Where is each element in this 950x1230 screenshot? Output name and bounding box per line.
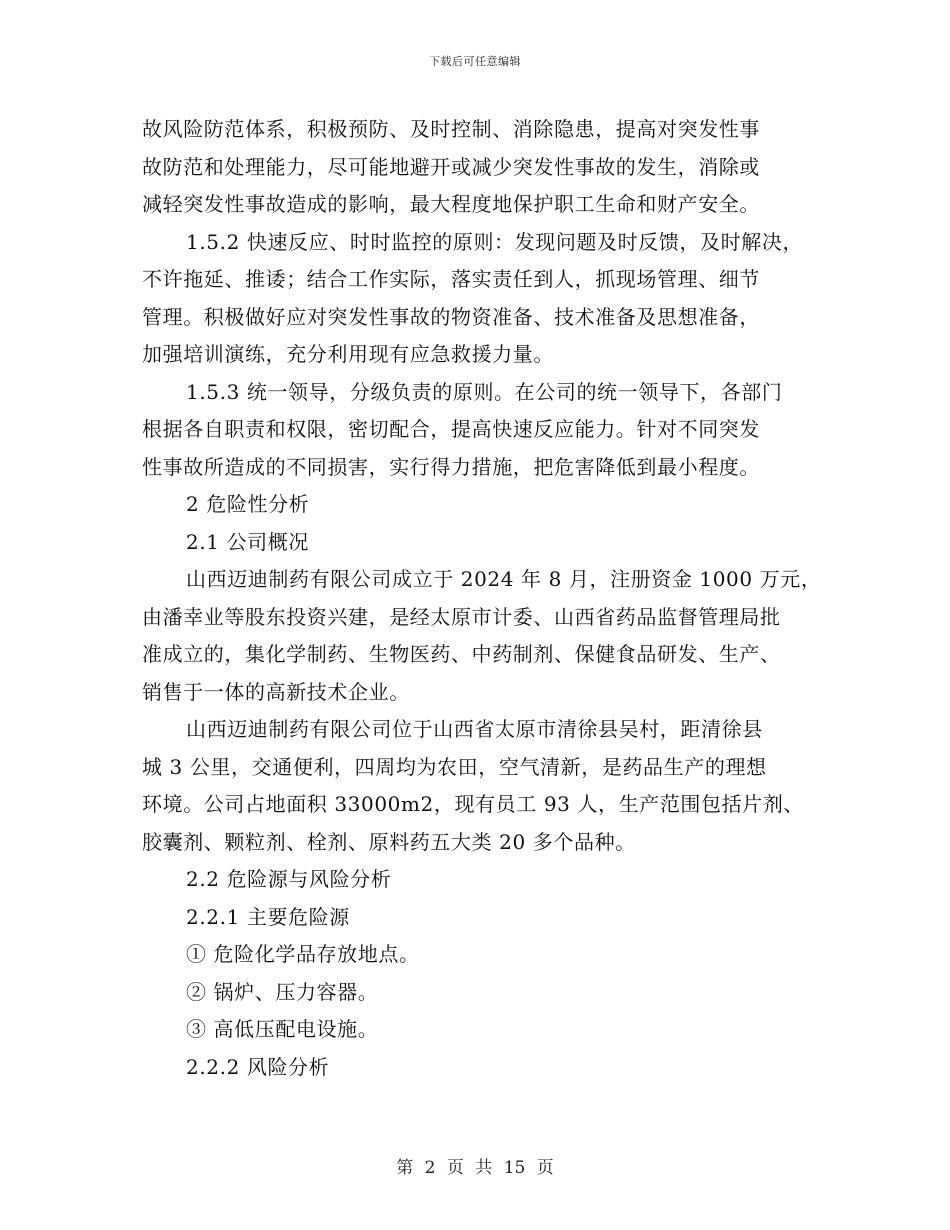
text-line: 销售于一体的高新技术企业。 (142, 679, 410, 704)
text-line: 减轻突发性事故造成的影响，最大程度地保护职工生命和财产安全。 (142, 192, 760, 216)
text-line: 性事故所造成的不同损害，实行得力措施，把危害降低到最小程度。 (142, 454, 760, 479)
text-line: 故风险防范体系，积极预防、及时控制、消除隐患，提高对突发性事 (142, 117, 760, 141)
section-heading: 2.2 危险源与风险分析 (186, 867, 392, 891)
page-header: 下载后可任意编辑 (429, 55, 521, 68)
text-line: 1.5.2 快速反应、时时监控的原则：发现问题及时反馈，及时解决， (186, 229, 804, 254)
list-item: ③ 高低压配电设施。 (186, 1017, 379, 1041)
section-heading: 2.1 公司概况 (186, 529, 309, 554)
text-line: 由潘幸业等股东投资兴建，是经太原市计委、山西省药品监督管理局批 (142, 604, 781, 629)
text-line: 加强培训演练，充分利用现有应急救援力量。 (142, 342, 554, 366)
text-line: 山西迈迪制药有限公司位于山西省太原市清徐县吴村，距清徐县 (186, 717, 763, 741)
text-line: 根据各自职责和权限，密切配合，提高快速反应能力。针对不同突发 (142, 417, 760, 441)
section-heading: 2.2.1 主要危险源 (186, 904, 350, 929)
page-footer: 第 2 页 共 15 页 (396, 1158, 554, 1178)
text-line: 管理。积极做好应对突发性事故的物资准备、技术准备及思想准备， (142, 304, 760, 329)
text-line: 1.5.3 统一领导，分级负责的原则。在公司的统一领导下，各部门 (186, 379, 783, 404)
text-line: 山西迈迪制药有限公司成立于 2024 年 8 月，注册资金 1000 万元， (186, 567, 822, 591)
document-body (142, 111, 832, 1086)
text-line: 胶囊剂、颗粒剂、栓剂、原料药五大类 20 多个品种。 (142, 829, 636, 854)
text-line: 准成立的，集化学制药、生物医药、中药制剂、保健食品研发、生产、 (142, 642, 781, 666)
section-heading: 2.2.2 风险分析 (186, 1054, 330, 1079)
list-item: ② 锅炉、压力容器。 (186, 979, 379, 1004)
list-item: ① 危险化学品存放地点。 (186, 942, 420, 966)
text-line: 故防范和处理能力，尽可能地避开或减少突发性事故的发生，消除或 (142, 154, 760, 179)
text-line: 城 3 公里，交通便利，四周均为农田，空气清新，是药品生产的理想 (142, 754, 767, 779)
text-line: 不许拖延、推诿；结合工作实际，落实责任到人，抓现场管理、细节 (142, 267, 760, 291)
section-heading: 2 危险性分析 (186, 492, 310, 516)
text-line: 环境。公司占地面积 33000m2，现有员工 93 人，生产范围包括片剂、 (142, 792, 805, 816)
